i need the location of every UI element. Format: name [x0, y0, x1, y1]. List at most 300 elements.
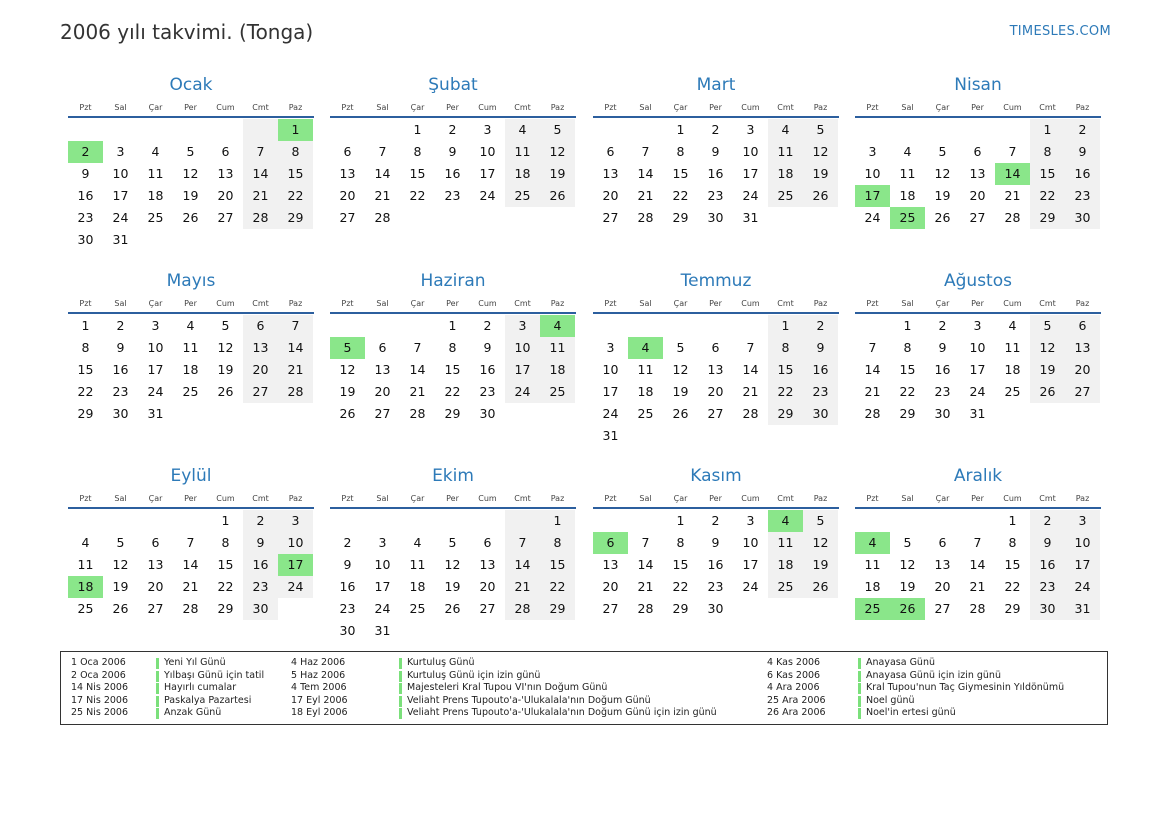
day-cell[interactable]: 8 — [540, 532, 575, 554]
day-cell[interactable]: 18 — [637, 384, 654, 399]
day-cell[interactable]: 29 — [217, 601, 234, 616]
day-cell[interactable]: 23 — [1030, 576, 1065, 598]
day-cell[interactable]: 14 — [995, 163, 1030, 185]
day-cell[interactable]: 10 — [278, 532, 313, 554]
day-cell[interactable]: 16 — [112, 362, 129, 377]
day-cell[interactable]: 30 — [803, 403, 838, 425]
day-cell[interactable]: 13 — [969, 166, 986, 181]
day-cell[interactable]: 9 — [343, 557, 352, 572]
day-cell[interactable]: 30 — [112, 406, 129, 421]
day-cell[interactable]: 1 — [448, 318, 457, 333]
day-cell[interactable]: 7 — [278, 315, 313, 337]
day-cell[interactable]: 9 — [711, 144, 720, 159]
day-cell[interactable]: 2 — [116, 318, 125, 333]
day-cell[interactable]: 28 — [969, 601, 986, 616]
day-cell[interactable]: 22 — [540, 576, 575, 598]
day-cell[interactable]: 30 — [479, 406, 496, 421]
day-cell[interactable]: 11 — [637, 362, 654, 377]
day-cell[interactable]: 2 — [448, 122, 457, 137]
day-cell[interactable]: 23 — [1065, 185, 1100, 207]
day-cell[interactable]: 26 — [1030, 381, 1065, 403]
day-cell[interactable]: 20 — [479, 579, 496, 594]
day-cell[interactable]: 24 — [278, 576, 313, 598]
day-cell[interactable]: 7 — [378, 144, 387, 159]
day-cell[interactable]: 1 — [768, 315, 803, 337]
day-cell[interactable]: 17 — [505, 359, 540, 381]
day-cell[interactable]: 8 — [221, 535, 230, 550]
day-cell[interactable]: 13 — [374, 362, 391, 377]
day-cell[interactable]: 17 — [278, 554, 313, 576]
day-cell[interactable]: 5 — [330, 337, 365, 359]
day-cell[interactable]: 10 — [602, 362, 619, 377]
day-cell[interactable]: 11 — [768, 532, 803, 554]
day-cell[interactable]: 19 — [339, 384, 356, 399]
day-cell[interactable]: 19 — [803, 163, 838, 185]
day-cell[interactable]: 17 — [479, 166, 496, 181]
day-cell[interactable]: 12 — [1030, 337, 1065, 359]
day-cell[interactable]: 15 — [899, 362, 916, 377]
day-cell[interactable]: 4 — [628, 337, 663, 359]
day-cell[interactable]: 12 — [803, 141, 838, 163]
day-cell[interactable]: 24 — [602, 406, 619, 421]
day-cell[interactable]: 5 — [221, 318, 230, 333]
day-cell[interactable]: 2 — [711, 513, 720, 528]
day-cell[interactable]: 26 — [182, 210, 199, 225]
day-cell[interactable]: 27 — [707, 406, 724, 421]
day-cell[interactable]: 6 — [711, 340, 720, 355]
day-cell[interactable]: 9 — [803, 337, 838, 359]
day-cell[interactable]: 7 — [641, 535, 650, 550]
day-cell[interactable]: 26 — [444, 601, 461, 616]
day-cell[interactable]: 6 — [606, 144, 615, 159]
day-cell[interactable]: 11 — [505, 141, 540, 163]
day-cell[interactable]: 23 — [707, 579, 724, 594]
day-cell[interactable]: 25 — [505, 185, 540, 207]
day-cell[interactable]: 31 — [374, 623, 391, 638]
day-cell[interactable]: 19 — [934, 188, 951, 203]
day-cell[interactable]: 21 — [742, 384, 759, 399]
day-cell[interactable]: 28 — [409, 406, 426, 421]
day-cell[interactable]: 8 — [81, 340, 90, 355]
day-cell[interactable]: 9 — [1065, 141, 1100, 163]
day-cell[interactable]: 13 — [1065, 337, 1100, 359]
day-cell[interactable]: 13 — [707, 362, 724, 377]
day-cell[interactable]: 5 — [938, 144, 947, 159]
day-cell[interactable]: 23 — [803, 381, 838, 403]
day-cell[interactable]: 11 — [409, 557, 426, 572]
day-cell[interactable]: 14 — [278, 337, 313, 359]
day-cell[interactable]: 16 — [707, 557, 724, 572]
day-cell[interactable]: 16 — [479, 362, 496, 377]
day-cell[interactable]: 29 — [1004, 601, 1021, 616]
day-cell[interactable]: 13 — [147, 557, 164, 572]
day-cell[interactable]: 3 — [378, 535, 387, 550]
day-cell[interactable]: 22 — [899, 384, 916, 399]
day-cell[interactable]: 5 — [116, 535, 125, 550]
day-cell[interactable]: 28 — [278, 381, 313, 403]
day-cell[interactable]: 18 — [899, 188, 916, 203]
day-cell[interactable]: 27 — [217, 210, 234, 225]
day-cell[interactable]: 4 — [186, 318, 195, 333]
day-cell[interactable]: 29 — [899, 406, 916, 421]
day-cell[interactable]: 15 — [217, 557, 234, 572]
day-cell[interactable]: 6 — [938, 535, 947, 550]
day-cell[interactable]: 22 — [409, 188, 426, 203]
day-cell[interactable]: 13 — [602, 166, 619, 181]
day-cell[interactable]: 22 — [278, 185, 313, 207]
day-cell[interactable]: 22 — [768, 381, 803, 403]
day-cell[interactable]: 29 — [77, 406, 94, 421]
day-cell[interactable]: 21 — [409, 384, 426, 399]
day-cell[interactable]: 11 — [864, 557, 881, 572]
day-cell[interactable]: 1 — [221, 513, 230, 528]
day-cell[interactable]: 24 — [505, 381, 540, 403]
day-cell[interactable]: 28 — [742, 406, 759, 421]
day-cell[interactable]: 28 — [505, 598, 540, 620]
day-cell[interactable]: 11 — [1004, 340, 1021, 355]
day-cell[interactable]: 8 — [768, 337, 803, 359]
day-cell[interactable]: 23 — [444, 188, 461, 203]
day-cell[interactable]: 10 — [1065, 532, 1100, 554]
day-cell[interactable]: 19 — [540, 163, 575, 185]
day-cell[interactable]: 24 — [742, 579, 759, 594]
day-cell[interactable]: 3 — [151, 318, 160, 333]
day-cell[interactable]: 5 — [1030, 315, 1065, 337]
day-cell[interactable]: 1 — [1030, 119, 1065, 141]
day-cell[interactable]: 4 — [903, 144, 912, 159]
day-cell[interactable]: 14 — [637, 166, 654, 181]
day-cell[interactable]: 14 — [182, 557, 199, 572]
day-cell[interactable]: 31 — [742, 210, 759, 225]
day-cell[interactable]: 24 — [742, 188, 759, 203]
day-cell[interactable]: 14 — [969, 557, 986, 572]
day-cell[interactable]: 20 — [602, 188, 619, 203]
day-cell[interactable]: 4 — [505, 119, 540, 141]
day-cell[interactable]: 22 — [77, 384, 94, 399]
day-cell[interactable]: 2 — [343, 535, 352, 550]
day-cell[interactable]: 22 — [444, 384, 461, 399]
day-cell[interactable]: 21 — [505, 576, 540, 598]
day-cell[interactable]: 26 — [890, 598, 925, 620]
day-cell[interactable]: 9 — [116, 340, 125, 355]
day-cell[interactable]: 27 — [374, 406, 391, 421]
day-cell[interactable]: 9 — [711, 535, 720, 550]
day-cell[interactable]: 24 — [864, 210, 881, 225]
day-cell[interactable]: 7 — [1008, 144, 1017, 159]
day-cell[interactable]: 10 — [147, 340, 164, 355]
day-cell[interactable]: 8 — [676, 535, 685, 550]
day-cell[interactable]: 29 — [768, 403, 803, 425]
day-cell[interactable]: 29 — [278, 207, 313, 229]
day-cell[interactable]: 24 — [147, 384, 164, 399]
day-cell[interactable]: 1 — [1008, 513, 1017, 528]
day-cell[interactable]: 27 — [339, 210, 356, 225]
day-cell[interactable]: 16 — [707, 166, 724, 181]
day-cell[interactable]: 12 — [540, 141, 575, 163]
day-cell[interactable]: 1 — [676, 513, 685, 528]
day-cell[interactable]: 11 — [77, 557, 94, 572]
day-cell[interactable]: 30 — [243, 598, 278, 620]
day-cell[interactable]: 21 — [637, 188, 654, 203]
day-cell[interactable]: 26 — [672, 406, 689, 421]
day-cell[interactable]: 10 — [742, 144, 759, 159]
day-cell[interactable]: 1 — [540, 510, 575, 532]
day-cell[interactable]: 26 — [112, 601, 129, 616]
day-cell[interactable]: 11 — [182, 340, 199, 355]
day-cell[interactable]: 21 — [1004, 188, 1021, 203]
day-cell[interactable]: 12 — [217, 340, 234, 355]
day-cell[interactable]: 29 — [672, 210, 689, 225]
day-cell[interactable]: 24 — [1065, 576, 1100, 598]
day-cell[interactable]: 17 — [969, 362, 986, 377]
day-cell[interactable]: 15 — [672, 166, 689, 181]
day-cell[interactable]: 7 — [641, 144, 650, 159]
day-cell[interactable]: 29 — [1030, 207, 1065, 229]
day-cell[interactable]: 17 — [602, 384, 619, 399]
day-cell[interactable]: 1 — [81, 318, 90, 333]
day-cell[interactable]: 19 — [803, 554, 838, 576]
day-cell[interactable]: 21 — [864, 384, 881, 399]
day-cell[interactable]: 9 — [1030, 532, 1065, 554]
day-cell[interactable]: 20 — [243, 359, 278, 381]
day-cell[interactable]: 23 — [243, 576, 278, 598]
day-cell[interactable]: 5 — [803, 119, 838, 141]
day-cell[interactable]: 3 — [505, 315, 540, 337]
day-cell[interactable]: 3 — [973, 318, 982, 333]
day-cell[interactable]: 17 — [374, 579, 391, 594]
day-cell[interactable]: 7 — [868, 340, 877, 355]
day-cell[interactable]: 22 — [1030, 185, 1065, 207]
day-cell[interactable]: 13 — [934, 557, 951, 572]
day-cell[interactable]: 6 — [343, 144, 352, 159]
day-cell[interactable]: 27 — [479, 601, 496, 616]
day-cell[interactable]: 27 — [243, 381, 278, 403]
day-cell[interactable]: 13 — [243, 337, 278, 359]
day-cell[interactable]: 20 — [339, 188, 356, 203]
day-cell[interactable]: 20 — [969, 188, 986, 203]
day-cell[interactable]: 25 — [182, 384, 199, 399]
day-cell[interactable]: 11 — [768, 141, 803, 163]
day-cell[interactable]: 11 — [147, 166, 164, 181]
day-cell[interactable]: 21 — [278, 359, 313, 381]
day-cell[interactable]: 30 — [934, 406, 951, 421]
day-cell[interactable]: 18 — [1004, 362, 1021, 377]
day-cell[interactable]: 7 — [186, 535, 195, 550]
day-cell[interactable]: 28 — [637, 601, 654, 616]
day-cell[interactable]: 18 — [540, 359, 575, 381]
day-cell[interactable]: 23 — [479, 384, 496, 399]
day-cell[interactable]: 6 — [1065, 315, 1100, 337]
site-link[interactable]: TIMESLES.COM — [1009, 24, 1111, 39]
day-cell[interactable]: 2 — [803, 315, 838, 337]
day-cell[interactable]: 3 — [746, 122, 755, 137]
day-cell[interactable]: 5 — [186, 144, 195, 159]
day-cell[interactable]: 30 — [707, 601, 724, 616]
day-cell[interactable]: 4 — [81, 535, 90, 550]
day-cell[interactable]: 26 — [934, 210, 951, 225]
day-cell[interactable]: 16 — [803, 359, 838, 381]
day-cell[interactable]: 18 — [768, 554, 803, 576]
day-cell[interactable]: 23 — [934, 384, 951, 399]
day-cell[interactable]: 5 — [448, 535, 457, 550]
day-cell[interactable]: 3 — [116, 144, 125, 159]
day-cell[interactable]: 25 — [147, 210, 164, 225]
day-cell[interactable]: 7 — [973, 535, 982, 550]
day-cell[interactable]: 5 — [676, 340, 685, 355]
day-cell[interactable]: 30 — [77, 232, 94, 247]
day-cell[interactable]: 15 — [672, 557, 689, 572]
day-cell[interactable]: 6 — [593, 532, 628, 554]
day-cell[interactable]: 2 — [711, 122, 720, 137]
day-cell[interactable]: 2 — [483, 318, 492, 333]
day-cell[interactable]: 2 — [1030, 510, 1065, 532]
day-cell[interactable]: 18 — [182, 362, 199, 377]
day-cell[interactable]: 23 — [112, 384, 129, 399]
day-cell[interactable]: 25 — [768, 576, 803, 598]
day-cell[interactable]: 1 — [903, 318, 912, 333]
day-cell[interactable]: 18 — [409, 579, 426, 594]
day-cell[interactable]: 2 — [1065, 119, 1100, 141]
day-cell[interactable]: 28 — [243, 207, 278, 229]
day-cell[interactable]: 3 — [746, 513, 755, 528]
day-cell[interactable]: 6 — [243, 315, 278, 337]
day-cell[interactable]: 27 — [969, 210, 986, 225]
day-cell[interactable]: 17 — [112, 188, 129, 203]
day-cell[interactable]: 28 — [1004, 210, 1021, 225]
day-cell[interactable]: 1 — [676, 122, 685, 137]
day-cell[interactable]: 27 — [602, 210, 619, 225]
day-cell[interactable]: 13 — [479, 557, 496, 572]
day-cell[interactable]: 10 — [505, 337, 540, 359]
day-cell[interactable]: 17 — [147, 362, 164, 377]
day-cell[interactable]: 31 — [147, 406, 164, 421]
day-cell[interactable]: 7 — [243, 141, 278, 163]
day-cell[interactable]: 8 — [278, 141, 313, 163]
day-cell[interactable]: 25 — [409, 601, 426, 616]
day-cell[interactable]: 25 — [637, 406, 654, 421]
day-cell[interactable]: 6 — [378, 340, 387, 355]
day-cell[interactable]: 30 — [339, 623, 356, 638]
day-cell[interactable]: 17 — [742, 166, 759, 181]
day-cell[interactable]: 4 — [768, 510, 803, 532]
day-cell[interactable]: 21 — [969, 579, 986, 594]
day-cell[interactable]: 26 — [217, 384, 234, 399]
day-cell[interactable]: 28 — [637, 210, 654, 225]
day-cell[interactable]: 28 — [182, 601, 199, 616]
day-cell[interactable]: 19 — [672, 384, 689, 399]
day-cell[interactable]: 12 — [339, 362, 356, 377]
day-cell[interactable]: 11 — [899, 166, 916, 181]
day-cell[interactable]: 9 — [938, 340, 947, 355]
day-cell[interactable]: 19 — [217, 362, 234, 377]
day-cell[interactable]: 16 — [1030, 554, 1065, 576]
day-cell[interactable]: 1 — [278, 119, 313, 141]
day-cell[interactable]: 18 — [505, 163, 540, 185]
day-cell[interactable]: 16 — [77, 188, 94, 203]
day-cell[interactable]: 13 — [602, 557, 619, 572]
day-cell[interactable]: 14 — [742, 362, 759, 377]
day-cell[interactable]: 19 — [444, 579, 461, 594]
day-cell[interactable]: 15 — [77, 362, 94, 377]
day-cell[interactable]: 12 — [112, 557, 129, 572]
day-cell[interactable]: 8 — [448, 340, 457, 355]
day-cell[interactable]: 15 — [1030, 163, 1065, 185]
day-cell[interactable]: 15 — [540, 554, 575, 576]
day-cell[interactable]: 18 — [147, 188, 164, 203]
day-cell[interactable]: 17 — [855, 185, 890, 207]
day-cell[interactable]: 22 — [672, 579, 689, 594]
day-cell[interactable]: 27 — [602, 601, 619, 616]
day-cell[interactable]: 17 — [742, 557, 759, 572]
day-cell[interactable]: 31 — [1065, 598, 1100, 620]
day-cell[interactable]: 1 — [413, 122, 422, 137]
day-cell[interactable]: 20 — [1065, 359, 1100, 381]
day-cell[interactable]: 22 — [217, 579, 234, 594]
day-cell[interactable]: 25 — [540, 381, 575, 403]
day-cell[interactable]: 19 — [1030, 359, 1065, 381]
day-cell[interactable]: 13 — [339, 166, 356, 181]
day-cell[interactable]: 4 — [540, 315, 575, 337]
day-cell[interactable]: 4 — [768, 119, 803, 141]
day-cell[interactable]: 9 — [448, 144, 457, 159]
day-cell[interactable]: 28 — [374, 210, 391, 225]
day-cell[interactable]: 27 — [147, 601, 164, 616]
day-cell[interactable]: 10 — [112, 166, 129, 181]
day-cell[interactable]: 10 — [742, 535, 759, 550]
day-cell[interactable]: 6 — [483, 535, 492, 550]
day-cell[interactable]: 12 — [182, 166, 199, 181]
day-cell[interactable]: 26 — [803, 576, 838, 598]
day-cell[interactable]: 30 — [1030, 598, 1065, 620]
day-cell[interactable]: 3 — [483, 122, 492, 137]
day-cell[interactable]: 7 — [746, 340, 755, 355]
day-cell[interactable]: 20 — [602, 579, 619, 594]
day-cell[interactable]: 16 — [243, 554, 278, 576]
day-cell[interactable]: 4 — [1008, 318, 1017, 333]
day-cell[interactable]: 19 — [112, 579, 129, 594]
day-cell[interactable]: 14 — [505, 554, 540, 576]
day-cell[interactable]: 25 — [855, 598, 890, 620]
day-cell[interactable]: 12 — [672, 362, 689, 377]
day-cell[interactable]: 20 — [374, 384, 391, 399]
day-cell[interactable]: 3 — [868, 144, 877, 159]
day-cell[interactable]: 6 — [221, 144, 230, 159]
day-cell[interactable]: 20 — [217, 188, 234, 203]
day-cell[interactable]: 30 — [1065, 207, 1100, 229]
day-cell[interactable]: 16 — [1065, 163, 1100, 185]
day-cell[interactable]: 18 — [864, 579, 881, 594]
day-cell[interactable]: 22 — [1004, 579, 1021, 594]
day-cell[interactable]: 14 — [864, 362, 881, 377]
day-cell[interactable]: 26 — [803, 185, 838, 207]
day-cell[interactable]: 8 — [1008, 535, 1017, 550]
day-cell[interactable]: 10 — [864, 166, 881, 181]
day-cell[interactable]: 31 — [602, 428, 619, 443]
day-cell[interactable]: 2 — [938, 318, 947, 333]
day-cell[interactable]: 28 — [864, 406, 881, 421]
day-cell[interactable]: 14 — [409, 362, 426, 377]
day-cell[interactable]: 10 — [969, 340, 986, 355]
day-cell[interactable]: 15 — [1004, 557, 1021, 572]
day-cell[interactable]: 4 — [855, 532, 890, 554]
day-cell[interactable]: 11 — [540, 337, 575, 359]
day-cell[interactable]: 14 — [243, 163, 278, 185]
day-cell[interactable]: 29 — [672, 601, 689, 616]
day-cell[interactable]: 31 — [969, 406, 986, 421]
day-cell[interactable]: 29 — [540, 598, 575, 620]
day-cell[interactable]: 24 — [112, 210, 129, 225]
day-cell[interactable]: 21 — [243, 185, 278, 207]
